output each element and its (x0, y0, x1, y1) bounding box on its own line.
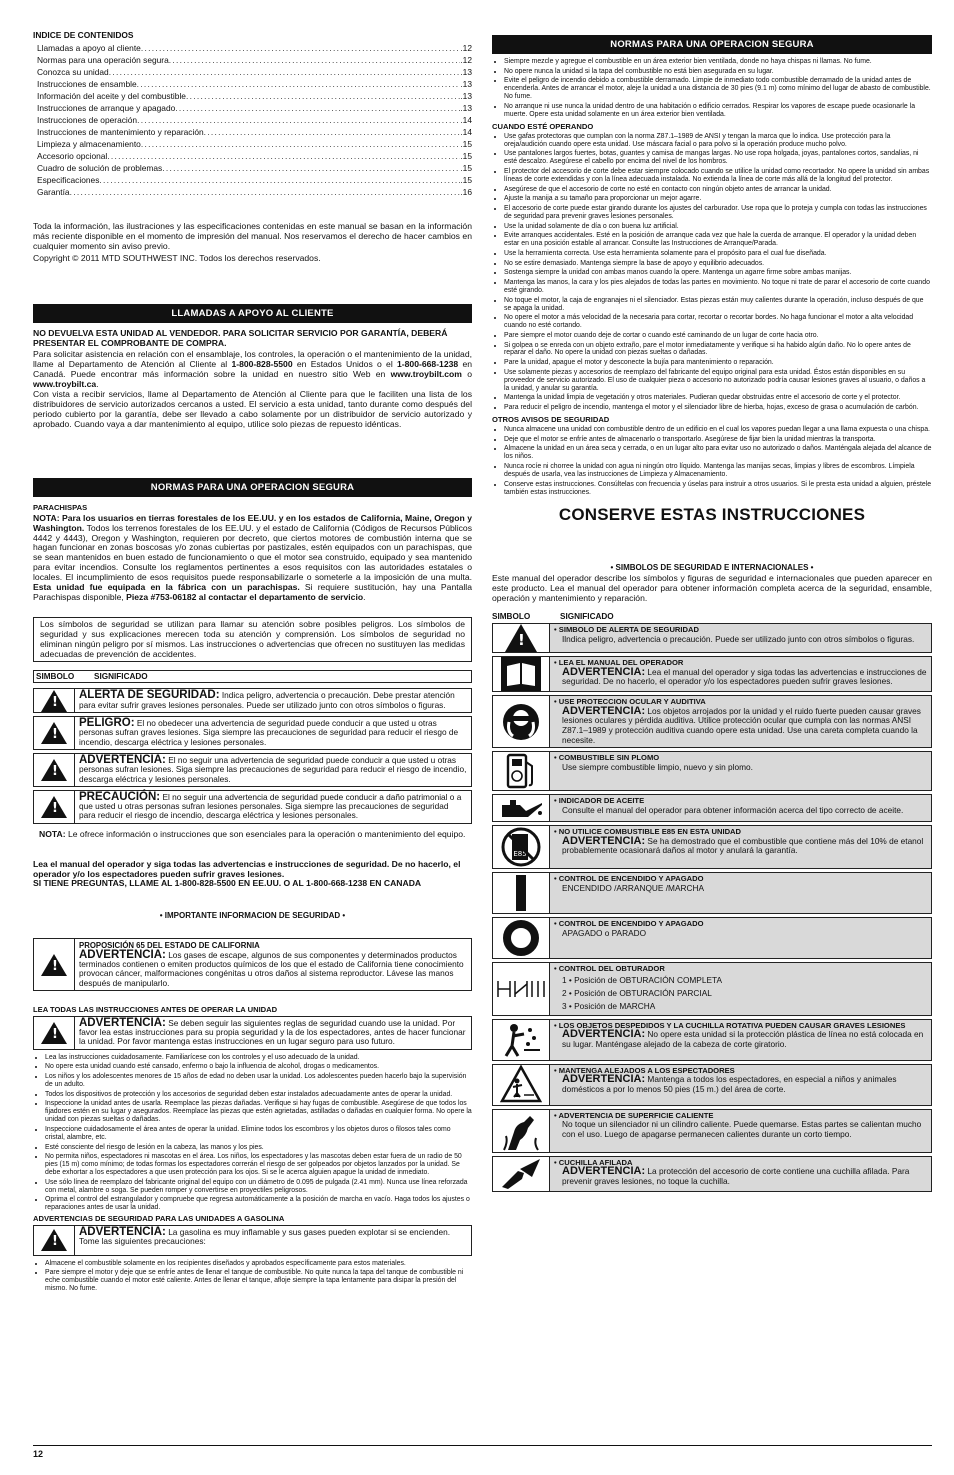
list-item: • Inspeccione cuidadosamente el área antes de operar la unidad. Elimine todos los escombros y los objetos duros o filosos tales como cristal, alambre, etc. (45, 1126, 472, 1142)
intl-symbol-meaning (550, 624, 931, 652)
intl-symbol-meaning (550, 696, 931, 747)
list-item: • Pare la unidad, apague el motor y desconecte la bujía para mantenimiento o reparación. (504, 359, 932, 367)
symbol-text: Indica peligro, advertencia o precaución. Debe prestar atención para evitar sufrir graves lesiones personales. Puede ser utilizado junto con otros símbolos o figuras. (79, 690, 455, 710)
intl-symbol-row (492, 1156, 932, 1192)
intl-symbol-title: • CONTROL DEL OBTURADOR (554, 964, 665, 974)
intl-description: APAGADO o PARADO (562, 927, 647, 938)
toc-item (33, 174, 472, 186)
toc-page-prefix: . (460, 115, 463, 125)
spark-arrestor-note: NOTA: Para los usuarios en tierras forestales de los EE.UU. y en los estados de California, Maine, Oregon y Washington. Todos los terrenos forestales de los EE.UU. y el estado de California (Códigos de Recursos Públicos 4442 y 4443), Oregon y Washington, requieren por decreto, que ciertos motores de combustión interna que se hagan funcionar en zonas boscosas y/o zonas cubiertas por pastizales, estén equipados con un parachispas, que se sean mantenidos en buen estado de funcionamiento o que el motor sea construido, equipado y sea mantenido para evitar incendios. Consulte los reglamentos pertinentes a esos requisitos con las autoridades estatales o locales. El incumplimiento de esos requisitos puede responsabilizarle o someterle a la imposición de una multa. Esta unidad fue equipada en la fábrica con un parachispas. Si requiere sustitución, hay una Pantalla Parachispas disponible, Pieza #753-06182 al contactar el departamento de servicio. (33, 512, 472, 602)
toc-item-name: Instrucciones de operación (37, 115, 138, 125)
web-link-us[interactable]: www.troybilt.com (390, 369, 462, 380)
intl-symbol-title: • LOS OBJETOS DESPEDIDOS Y LA CUCHILLA ROTATIVA PUEDEN CAUSAR GRAVES LESIONES (554, 1020, 906, 1030)
symbol-heading: PRECAUCIÓN: (79, 790, 161, 803)
intl-symbol-title: • CONTROL DE ENCENDIDO Y APAGADO (554, 919, 704, 929)
intl-symbol-row (492, 1064, 932, 1106)
gas-warning-box: ! ADVERTENCIA: La gasolina es muy inflamable y sus gases pueden explotar si se encienden. Tome las siguientes precauciones: (33, 1225, 472, 1256)
intl-symbol-meaning (550, 1157, 931, 1191)
list-item: • Evite arranques accidentales. Esté en la posición de arranque cada vez que hale la cuerda de arranque. El operador y la unidad deben estar en una posición estable al arrancar. Consulte las Instrucciones de Arranque/Parada. (504, 232, 932, 248)
list-item: • Use solamente piezas y accesorios de reemplazo del fabricante del equipo original para esta unidad. Éstos están disponibles en su proveedor de servicio autorizado. El uso de cualquier pieza o accesorio no autorizado podría causar lesiones graves al usuario, o daños a la unidad, y anular su garantía. (504, 369, 932, 393)
list-item: • Si golpea o se enreda con un objeto extraño, pare el motor inmediatamente y verifique si ha habido algún daño. No lo opere antes de reparar el daño. No opere la unidad con piezas sueltas o dañadas. (504, 342, 932, 358)
intl-description: Lea el manual del operador y siga todas las advertencias e instrucciones de seguridad. De no hacerlo, el operador y/o los espectadores pueden sufrir graves lesiones. (562, 666, 927, 687)
list-item: • El protector del accesorio de corte debe estar siempre colocado cuando se utilice la unidad como recortador. No opere la unidad sin ambas líneas de corte extendidas y con la línea adecuada instalada. No extienda la línea de corte más allá de la longitud del protector. (504, 168, 932, 184)
intl-symbol-row (492, 751, 932, 791)
toc-item-name: Normas para una operación segura (37, 55, 169, 65)
no-e85-icon (493, 826, 550, 868)
toc-leader (141, 42, 461, 54)
toc-item-name: Limpieza y almacenamiento (37, 139, 141, 149)
toc-leader (109, 66, 461, 78)
left-symbol-list (33, 688, 472, 823)
advertencia-label: ADVERTENCIA: (562, 1073, 646, 1086)
intl-symbol-text (554, 929, 927, 939)
intl-symbol-meaning (550, 1020, 931, 1060)
list-item: • No arranque ni use nunca la unidad dentro de una habitación o edificio cerrados. Respirar los vapores de escape puede ocasionarle la muerte. Opere esta unidad solamente en un área exterior bien ventilada. (504, 103, 932, 119)
read-manual: Lea el manual del operador y siga todas las advertencias e instrucciones de seguridad. De no hacerlo, el operador y/o los espectadores pueden sufrir graves lesiones. (33, 858, 461, 879)
important-bullets (33, 1054, 472, 1212)
toc-item-name: Conozca su unidad (37, 67, 109, 77)
support-p2: Con vista a recibir servicios, llame al Departamento de Atención al Cliente para que le faciliten una lista de los distribuidores de servicio autorizados cercanos a usted. El servicio a esta unidad, tanto durante como después del periodo cubierto por la garantía, debe ser llevado a cabo solamente por un distribuidor de servicio autorizado y aprobado. Cuando vaya a dar mantenimiento al equipo, utilice solo piezas de repuesto idénticas. (33, 389, 472, 429)
oil-can-icon (493, 795, 550, 821)
intl-description: Mantenga a todos los espectadores, en especial a niños y animales domésticos a por lo menos 50 pies (15 m.) del área de corte. (562, 1074, 897, 1094)
spark-arrestor-title: PARACHISPAS (33, 502, 88, 512)
symbol-heading: ALERTA DE SEGURIDAD: (79, 689, 220, 702)
important-section (33, 911, 472, 1293)
list-item: • Nunca rocíe ni chorree la unidad con agua ni ningún otro líquido. Mantenga las manijas secas, limpias y libres de escombros. Límpiela después de usarla, vea las instrucciones de Limpieza y Almacenamiento. (504, 463, 932, 479)
choke-position: 1 • Posición de OBTURACIÓN COMPLETA (562, 974, 722, 985)
toc-item (33, 54, 472, 66)
intl-symbol-text (554, 974, 927, 1013)
intl-symbol-text (554, 1075, 927, 1094)
toc-item-page: 13 (462, 79, 472, 89)
symbol-row (33, 790, 472, 824)
intl-symbol-title: • USE PROTECCION OCULAR Y AUDITIVA (554, 697, 706, 707)
list-item: • Los niños y los adolescentes menores de 15 años de edad no deben usar la unidad. Los adolescentes pueden hacerlo bajo la supervisión de un adulto. (45, 1073, 472, 1089)
toc-page-prefix: . (460, 103, 463, 113)
list-item: • Almacene el combustible solamente en los recipientes diseñados y aprobados específicamente para estos materiales. (45, 1260, 472, 1268)
fuel-pump-icon (493, 752, 550, 790)
table-of-contents (33, 30, 472, 264)
list-item: • Nunca almacene una unidad con combustible dentro de un edificio en el cual los vapores puedan llegar a una llama expuesta o una chispa. (504, 426, 932, 434)
fuel-bullets (492, 58, 932, 119)
intl-symbol-row (492, 917, 932, 959)
intl-symbol-text (554, 704, 927, 745)
intl-symbol-row (492, 1019, 932, 1061)
list-item: • No se estire demasiado. Mantenga siempre la base de apoyo y equilibrio adecuados. (504, 260, 932, 268)
safety-alert-icon: ! (34, 939, 75, 989)
intl-symbol-meaning (550, 1110, 931, 1152)
thrown-objects-icon (493, 1020, 550, 1060)
toc-item-name: Cuadro de solución de problemas (37, 163, 163, 173)
intl-symbol-title: • CONTROL DE ENCENDIDO Y APAGADO (554, 874, 704, 884)
list-item: • Pare siempre el motor cuando deje de cortar o cuando esté caminando de un lugar de corte hacia otro. (504, 332, 932, 340)
safety-alert-icon: ! (34, 754, 75, 786)
list-item: • Oprima el control del estrangulador y compruebe que regresa automáticamente a la posición de marcha en vacío. Haga todos los ajustes o reparaciones antes de usar la unidad. (45, 1196, 472, 1212)
intl-symbol-row (492, 825, 932, 869)
toc-item-page: 12 (462, 55, 472, 65)
safety-alert-icon: ! (34, 689, 75, 712)
list-item: • No opere esta unidad cuando esté cansado, enfermo o bajo la influencia de alcohol, drogas o medicamentos. (45, 1063, 472, 1071)
safety-alert-icon: ! (34, 791, 75, 823)
prop65-text: ADVERTENCIA: Los gases de escape, algunos de sus componentes y determinados productos terminados contienen o emiten productos químicos de los que el estado de California tiene conocimiento provocan cáncer, malformaciones congénitas u otros daños al sistema reproductor. Lávese las manos después de manipularlo. (79, 948, 464, 988)
intl-symbol-row (492, 1109, 932, 1153)
toc-item-name: Garantía (37, 187, 70, 197)
intl-symbol-meaning (550, 826, 931, 868)
toc-item-name: Llamadas a apoyo al cliente (37, 43, 141, 53)
svg-text:E85: E85 (513, 850, 527, 859)
intl-symbol-row (492, 623, 932, 653)
toc-item-name: Información del aceite y del combustible (37, 91, 186, 101)
advertencia-label: ADVERTENCIA: (562, 1028, 646, 1041)
page-footer (33, 1445, 932, 1459)
toc-page-prefix: . (460, 67, 463, 77)
list-item: • Ajuste la manija a su tamaño para proporcionar un mejor agarre. (504, 195, 932, 203)
toc-page-prefix: . (460, 151, 463, 161)
toc-item-page: 13 (462, 103, 472, 113)
read-all-title: LEA TODAS LAS INSTRUCCIONES ANTES DE OPERAR LA UNIDAD (33, 1004, 278, 1014)
symbol-text: El no seguir una advertencia de seguridad puede conducir a que usted u otras personas sufran lesiones. Siga siempre las precauciones de seguridad para reducir el riesgo de incendio, descarga eléctrica y lesiones personales. (79, 754, 467, 784)
symbol-meaning (75, 689, 471, 712)
symbol-meaning (75, 791, 471, 823)
intl-intro: Este manual del operador describe los símbolos y figuras de seguridad e internacionales que pueden aparecer en este producto. Lea el manual del operador para obtener información completa acerca de la seguridad, ensamble, operación y mantenimiento y reparación. (492, 573, 932, 604)
intl-symbol-row (492, 656, 932, 692)
toc-leader (137, 114, 463, 126)
intl-section (492, 563, 932, 1191)
list-item: • El accesorio de corte puede estar girando durante los ajustes del carburador. Use ropa que lo proteja y cumpla con todas las instrucciones de seguridad para prevenir graves lesiones personales. (504, 205, 932, 221)
intl-description: Use siempre combustible limpio, nuevo y sin plomo. (562, 761, 753, 772)
toc-title: INDICE DE CONTENIDOS (33, 30, 134, 40)
safety-alert-icon: ! (34, 717, 75, 749)
nota: NOTA: Le ofrece información o instrucciones que son esenciales para la operación o mantenimiento del equipo. (39, 828, 466, 839)
toc-list (33, 42, 472, 198)
intl-description: Se ha demostrado que el combustible que contiene más del 10% de etanol probablemente ocasionará daños al motor y anulará la garantía. (562, 835, 924, 856)
intl-description: No toque un silenciador ni un cilindro caliente. Puede quemarse. Estas partes se calientan mucho con el uso. Luego de apagarse permanecen calientes durante un corto tiempo. (562, 1119, 922, 1139)
toc-item (33, 138, 472, 150)
safety-alert-icon: ! (34, 1017, 75, 1049)
toc-item-page: 12 (462, 43, 472, 53)
phone-us: 1-800-828-5500 (231, 359, 293, 370)
advertencia-label: ADVERTENCIA: (562, 834, 646, 847)
list-item: • No opere nunca la unidad si la tapa del combustible no está bien asegurada en su lugar. (504, 68, 932, 76)
toc-item-page: 14 (462, 127, 472, 137)
safety-alert-icon: ! (34, 1226, 75, 1255)
safety-alert-icon: ! (493, 624, 550, 652)
list-item: • Use sólo línea de reemplazo del fabricante original del equipo con un diámetro de 0.095 de pulgada (2.41 mm). Nunca use línea reforzada con metal, alambre o soga. Se pueden romper y convertirse en proyectiles peligrosos. (45, 1179, 472, 1195)
save-instructions: CONSERVE ESTAS INSTRUCCIONES (558, 505, 866, 525)
intl-header: SIMBOLO SIGNIFICADO (492, 612, 614, 622)
other-warnings-bullets (492, 426, 932, 496)
intl-symbol-row (492, 962, 932, 1016)
list-item: • Esté consciente del riesgo de lesión en la cabeza, las manos y los pies. (45, 1144, 472, 1152)
safe-right-bar: NORMAS PARA UNA OPERACION SEGURA (492, 35, 932, 54)
toc-item-name: Accesorio opcional (37, 151, 108, 161)
intl-symbol-row (492, 695, 932, 748)
rules-warning-box: ! ADVERTENCIA: Se deben seguir las siguientes reglas de seguridad cuando use la unidad. Por favor lea estas instrucciones para su propia seguridad y la de los espectadores, antes de hacer funcionar la unidad. Por favor mantenga estas instrucciones en un lugar seguro para uso futuro. (33, 1016, 472, 1050)
list-item: • No opere el motor a más velocidad de la necesaria para cortar, recortar o recortar bordes. No haga funcionar el motor a alta velocidad cuando no esté cortando. (504, 314, 932, 330)
intl-symbol-text (554, 834, 927, 856)
intl-symbol-text (554, 884, 927, 894)
list-item: • Inspeccione la unidad antes de usarla. Reemplace las piezas dañadas. Verifique si hay fugas de combustible. Asegúrese de que todos los fijadores estén en su lugar y asegurados. Reemplace las piezas que estén agrietadas, astilladas o dañadas en cualquier forma. No opere la unidad con piezas sueltas o dañadas. (45, 1100, 472, 1124)
operating-bullets (492, 133, 932, 412)
toc-leader (175, 102, 463, 114)
intl-symbol-meaning (550, 918, 931, 958)
symbol-text: El no obedecer una advertencia de seguridad puede conducir a que usted u otras personas sufran graves lesiones. Siga siempre las precauciones de seguridad para reducir el riesgo de incendio, descarga eléctrica y lesiones personales. (79, 718, 459, 747)
toc-leader (99, 174, 463, 186)
toc-item-name: Instrucciones de arranque y apagado (37, 103, 176, 113)
prop65-title: PROPOSICIÓN 65 DEL ESTADO DE CALIFORNIA (79, 941, 260, 951)
support-p1: Para solicitar asistencia en relación con el ensamblaje, los controles, la operación o el mantenimiento de la unidad, llame al Departamento de Atención al Cliente al 1-800-828-5500 en Estados Unidos o el 1-800-668-1238 en Canadá. Puede encontrar más información sobre la unidad en nuestro sitio Web en www.troybilt.com o www.troybilt.ca. (33, 349, 473, 390)
list-item: • Lea las instrucciones cuidadosamente. Familiarícese con los controles y el uso adecuado de la unidad. (45, 1054, 472, 1062)
toc-item (33, 114, 472, 126)
list-item: • Pare siempre el motor y deje que se enfríe antes de llenar el tanque de combustible. No quite nunca la tapa del tanque de combustible ni eche combustible cuando el motor esté caliente. Antes de llenar el tanque, afloje siempre la tapa lentamente para disipar la presión del mismo. No fume. (45, 1269, 472, 1293)
toc-item (33, 162, 472, 174)
advertencia-label: ADVERTENCIA: (562, 704, 646, 717)
toc-leader (204, 126, 461, 138)
intl-symbol-title: • ADVERTENCIA DE SUPERFICIE CALIENTE (554, 1110, 714, 1120)
toc-item-page: 15 (462, 175, 472, 185)
toc-item (33, 126, 472, 138)
intl-symbol-title: • LEA EL MANUAL DEL OPERADOR (554, 658, 684, 668)
safe-left-bar: NORMAS PARA UNA OPERACION SEGURA (33, 478, 472, 497)
safe-left-section (33, 478, 472, 603)
on-icon (493, 873, 550, 913)
toc-page-prefix: . (460, 163, 463, 173)
intl-description: Los objetos arrojados por la unidad y el ruido fuerte pueden causar graves lesiones oculares y pérdida auditiva. Utilice protección ocular que cumpla con las normas ANSI Z87.1–1989 y protección auditiva cuando opere esta unidad. Use una careta completa cuando la necesite. (562, 705, 921, 745)
toc-item-name: Especificaciones (37, 175, 100, 185)
intl-symbol-title: • CUCHILLA AFILADA (554, 1157, 633, 1167)
toc-leader (137, 78, 461, 90)
manual-icon (493, 657, 550, 691)
toc-item (33, 78, 472, 90)
other-warnings-title: OTROS AVISOS DE SEGURIDAD (492, 414, 610, 424)
intl-symbol-text (554, 1030, 927, 1049)
toc-item (33, 42, 472, 54)
symbol-heading: PELIGRO: (79, 717, 135, 730)
questions-call: SI TIENE PREGUNTAS, LLAME AL 1-800-828-5500 EN EE.UU. O AL 1-800-668-1238 EN CANADA (33, 878, 422, 889)
list-item: • No permita niños, espectadores ni mascotas en el área. Los niños, los espectadores y las mascotas deben estar fuera de un radio de 50 pies (15 m) como mínimo; de todas formas los espectadores correrán el riesgo de ser golpeados por objetos lanzados por la unidad. Se debe exhortar a los espectadores a que usen protección para los ojos. Si se le acerca alguien apague la unidad de inmediato. (45, 1153, 472, 1177)
symbol-row (33, 716, 472, 750)
intl-symbol-title: • MANTENGA ALEJADOS A LOS ESPECTADORES (554, 1065, 735, 1075)
toc-leader (70, 186, 461, 198)
symbol-meaning (75, 754, 471, 786)
intl-description: No opere esta unidad si la protección plástica de línea no está colocada en su lugar. Manténgase alejado de la cabeza de corte giratorio. (562, 1029, 924, 1049)
symbols-intro: Los símbolos de seguridad se utilizan para llamar su atención sobre posibles peligros. Los símbolos de seguridad y sus explicaciones merecen toda su atención y comprensión. Los símbolos de seguridad no eliminan ningún peligro por sí mismos. Las instrucciones o advertencias que ofrecen no sustituyen las medidas adecuadas de prevención de accidentes. (33, 617, 472, 663)
intl-symbol-list (492, 623, 932, 1192)
toc-item-page: 15 (462, 163, 472, 173)
copyright: Copyright © 2011 MTD SOUTHWEST INC. Todos los derechos reservados. (33, 252, 321, 263)
list-item: • Mantenga la unidad limpia de vegetación y otros materiales. Pudieran quedar obstruidas entre el accesorio de corte y el protector. (504, 394, 932, 402)
intl-symbol-title: • SIMBOLO DE ALERTA DE SEGURIDAD (554, 625, 699, 635)
intl-title: • SIMBOLOS DE SEGURIDAD E INTERNACIONALES • (610, 563, 814, 573)
list-item: • Use la herramienta correcta. Use esta herramienta solamente para el propósito para el cual fue diseñada. (504, 250, 932, 258)
support-bold: NO DEVUELVA ESTA UNIDAD AL VENDEDOR. PARA SOLICITAR SERVICIO POR GARANTÍA, DEBERÁ PRESENTAR EL COMPROBANTE DE COMPRA. (33, 327, 448, 348)
list-item: • Conserve estas instrucciones. Consúltelas con frecuencia y úselas para instruir a otros usuarios. Si le presta esta unidad a alguien, préstele también estas instrucciones. (504, 481, 932, 497)
intl-symbol-text (554, 806, 927, 816)
gas-bullets (33, 1260, 472, 1293)
toc-page-prefix: . (460, 187, 463, 197)
support-bar: LLAMADAS A APOYO AL CLIENTE (33, 304, 472, 323)
intl-symbol-text (554, 1120, 927, 1139)
toc-page-prefix: . (460, 43, 463, 53)
toc-leader (107, 150, 463, 162)
toc-page-prefix: . (460, 139, 463, 149)
toc-page-prefix: . (460, 91, 463, 101)
support-section (33, 304, 472, 430)
toc-page-prefix: . (460, 55, 463, 65)
off-icon (493, 918, 550, 958)
toc-item-page: 14 (462, 115, 472, 125)
list-item: • Todos los dispositivos de protección y los accesorios de seguridad deben estar instalados adecuadamente antes de operar la unidad. (45, 1091, 472, 1099)
list-item: • Evite el peligro de incendio debido a combustible derramado. Limpie de inmediato todo combustible derramado de la unidad antes de encenderla. Antes de arrancar el motor, aleje la unidad a una distancia de 30 pies (9.1 m) como mínimo del lugar de abasto de combustible. No fume. (504, 77, 932, 101)
toc-item (33, 90, 472, 102)
toc-item-page: 13 (462, 91, 472, 101)
choke-position: 2 • Posición de OBTURACIÓN PARCIAL (562, 987, 712, 998)
symbol-text: El no seguir una advertencia de seguridad puede conducir a daño patrimonial o a que usted u otras personas sufran lesiones personales. Siga siempre las precauciones de seguridad para reducir el riesgo de incendio, descarga eléctrica y lesiones personales. (79, 791, 462, 821)
prop65-box (33, 938, 472, 990)
intl-symbol-meaning (550, 657, 931, 691)
disclaimer: Toda la información, las ilustraciones y las especificaciones contenidas en este manual se basan en la información más reciente disponible en el momento de impresión del manual. Nos reservamos el derecho de hacer cambios en cualquier momento sin aviso previo. (33, 221, 472, 251)
right-column (492, 35, 932, 1195)
symbol-row (33, 753, 472, 787)
intl-symbol-meaning (550, 795, 931, 821)
intl-symbol-row (492, 794, 932, 822)
toc-page-prefix: . (460, 127, 463, 137)
advertencia-label: ADVERTENCIA: (562, 665, 646, 678)
intl-description: La protección del accesorio de corte contiene una cuchilla afilada. Para prevenir graves lesiones, no toque la cuchilla. (562, 1166, 910, 1186)
list-item: • Asegúrese de que el accesorio de corte no esté en contacto con ningún objeto antes de arrancar la unidad. (504, 186, 932, 194)
intl-symbol-title: • COMBUSTIBLE SIN PLOMO (554, 753, 660, 763)
symbol-heading: ADVERTENCIA: (79, 753, 166, 766)
intl-description: Consulte el manual del operador para obtener información acerca del tipo correcto de aceite. (562, 804, 904, 815)
intl-symbol-meaning (550, 752, 931, 790)
symbol-row (33, 688, 472, 713)
list-item: • Sostenga siempre la unidad con ambas manos cuando la opere. Mantenga un agarre firme sobre ambas manijas. (504, 269, 932, 277)
bystanders-icon (493, 1065, 550, 1105)
toc-leader (169, 54, 461, 66)
intl-symbol-title: • INDICADOR DE ACEITE (554, 796, 645, 806)
list-item: • Use gafas protectoras que cumplan con la norma Z87.1–1989 de ANSI y tengan la marca que lo indica. Use protección para la oreja/audición cuando opere esta unidad. Use máscara facial o para polvo si la operación produce mucho polvo. (504, 133, 932, 149)
intl-symbol-row (492, 872, 932, 914)
intl-description: ENCENDIDO /ARRANQUE /MARCHA (562, 882, 704, 893)
intl-symbol-title: • NO UTILICE COMBUSTIBLE E85 EN ESTA UNIDAD (554, 827, 742, 837)
intl-symbol-text (554, 635, 927, 645)
toc-leader (141, 138, 461, 150)
left-column (33, 30, 472, 1295)
symbols-header: SIMBOLO SIGNIFICADO (33, 670, 472, 683)
toc-leader (162, 162, 463, 174)
toc-item-page: 15 (462, 139, 472, 149)
list-item: • No toque el motor, la caja de engranajes ni el silenciador. Estas piezas están muy calientes durante la operación, incluso después de que se apaga la unidad. (504, 297, 932, 313)
eye-ear-protection-icon (493, 696, 550, 747)
symbol-meaning (75, 717, 471, 749)
important-title: • IMPORTANTE INFORMACION DE SEGURIDAD • (159, 911, 346, 921)
gas-title: ADVERTENCIAS DE SEGURIDAD PARA LAS UNIDADES A GASOLINA (33, 1214, 285, 1224)
phone-ca: 1-800-668-1238 (397, 359, 459, 370)
web-link-ca[interactable]: www.troybilt.ca (33, 379, 97, 390)
choke-position: 3 • Posición de MARCHA (562, 1000, 656, 1011)
list-item: • Mantenga las manos, la cara y los pies alejados de todas las partes en movimiento. No toque ni trate de parar el accesorio de corte cuando esté girando. (504, 279, 932, 295)
list-item: • Use pantalones largos fuertes, botas, guantes y camisa de mangas largas. No use ropa holgada, joyas, pantalones cortos, sandalias, ni esté descalzo. Asegúrese el cabello por encima del nivel de los hombros. (504, 150, 932, 166)
list-item: • Almacene la unidad en un área seca y cerrada, o en un lugar alto para evitar uso no autorizado o daños. Manténgala alejada del alcance de los niños. (504, 445, 932, 461)
page-number: 12 (33, 1449, 44, 1459)
toc-item (33, 186, 472, 198)
toc-item (33, 102, 472, 114)
toc-item (33, 66, 472, 78)
choke-icon (493, 963, 550, 1015)
intl-symbol-text (554, 1167, 927, 1186)
intl-symbol-meaning (550, 963, 931, 1015)
symbols-left-section (33, 617, 472, 890)
toc-item-page: 15 (462, 151, 472, 161)
intl-symbol-text (554, 763, 927, 773)
toc-leader (186, 90, 463, 102)
toc-item-page: 16 (462, 187, 472, 197)
intl-symbol-meaning (550, 873, 931, 913)
intl-symbol-meaning (550, 1065, 931, 1105)
list-item: • Siempre mezcle y agregue el combustible en un área exterior bien ventilada, donde no haya chispas ni llamas. No fume. (504, 58, 932, 66)
intl-symbol-text (554, 665, 927, 687)
toc-item (33, 150, 472, 162)
intl-description: Ilndica peligro, advertencia o precaución. Puede ser utilizado junto con otros símbolos o figuras. (562, 633, 915, 644)
toc-item-page: 13 (462, 67, 472, 77)
sharp-blade-icon (493, 1157, 550, 1191)
list-item: • Para reducir el peligro de incendio, mantenga el motor y el silenciador libre de hierba, hojas, exceso de grasa o acumulación de carbón. (504, 404, 932, 412)
list-item: • Deje que el motor se enfríe antes de almacenarlo o transportarlo. Asegúrese de fijar bien la unidad mientras la transporta. (504, 436, 932, 444)
advertencia-label: ADVERTENCIA: (562, 1165, 646, 1178)
list-item: • Use la unidad solamente de día o con buena luz artificial. (504, 223, 932, 231)
hot-surface-icon (493, 1110, 550, 1152)
toc-item-name: Instrucciones de ensamble (37, 79, 137, 89)
toc-page-prefix: . (460, 79, 463, 89)
toc-item-name: Instrucciones de mantenimiento y reparación (37, 127, 204, 137)
operating-title: CUANDO ESTÉ OPERANDO (492, 121, 594, 131)
toc-page-prefix: . (460, 175, 463, 185)
